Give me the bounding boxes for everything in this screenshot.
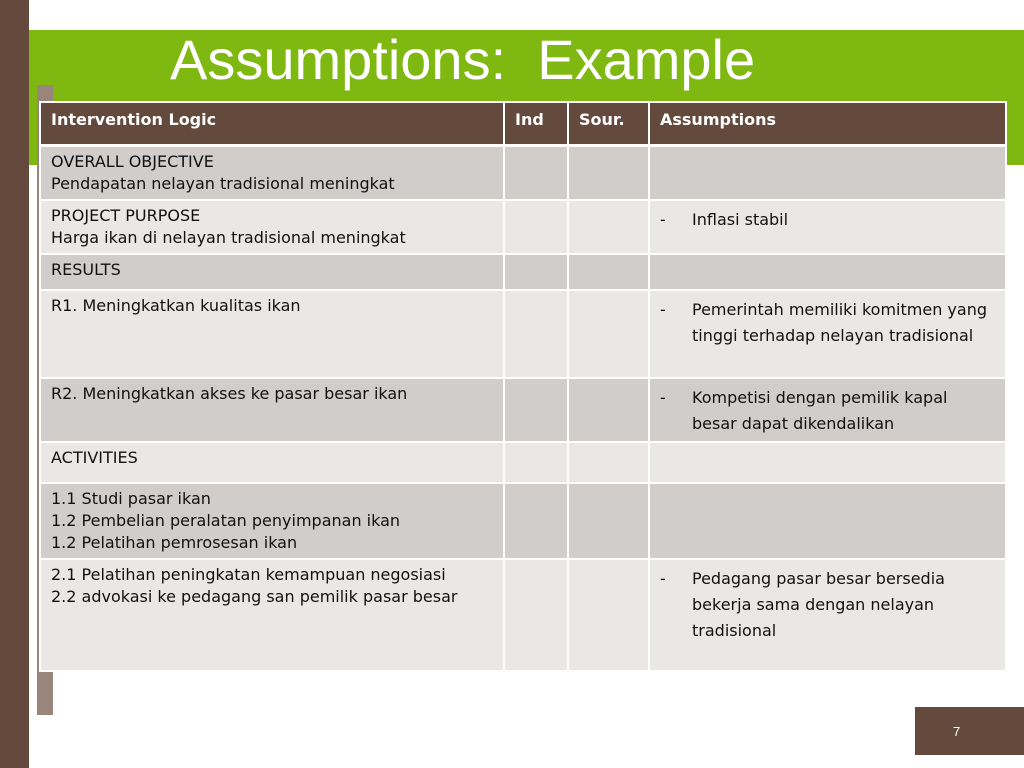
logframe-table [39, 101, 1007, 672]
left-decor-bar [0, 0, 29, 768]
assumption-item [660, 566, 995, 644]
ind-cell [504, 442, 568, 483]
logic-line: 2.2 advokasi ke pedagang san pemilik pasar besar [51, 587, 458, 606]
logic-line: R2. Meningkatkan akses ke pasar besar ikan [51, 384, 408, 403]
header-ind: Ind [504, 102, 568, 146]
logic-line: 2.1 Pelatihan peningkatan kemampuan negosiasi [51, 565, 446, 584]
table-header-row [40, 102, 1006, 146]
logic-line: ACTIVITIES [51, 448, 138, 467]
assumption-text: Kompetisi dengan pemilik kapal besar dapat dikendalikan [692, 388, 948, 433]
logic-cell [40, 200, 504, 254]
source-cell [568, 200, 649, 254]
source-cell [568, 559, 649, 671]
table-row [40, 442, 1006, 483]
assumption-text: Inflasi stabil [692, 210, 789, 229]
table-row [40, 378, 1006, 442]
assumption-cell [649, 442, 1006, 483]
logic-cell [40, 254, 504, 290]
logic-cell [40, 483, 504, 559]
logic-line: Pendapatan nelayan tradisional meningkat [51, 174, 395, 193]
header-intervention-logic: Intervention Logic [40, 102, 504, 146]
logic-cell [40, 559, 504, 671]
page-number: 7 [953, 724, 961, 739]
assumption-item [660, 207, 995, 233]
bullet-dash: - [660, 569, 666, 588]
ind-cell [504, 200, 568, 254]
page-number-box [915, 707, 1024, 755]
logic-cell [40, 442, 504, 483]
table-row [40, 146, 1006, 201]
assumption-item [660, 385, 995, 437]
logic-line: RESULTS [51, 260, 121, 279]
source-cell [568, 146, 649, 201]
logic-line: Harga ikan di nelayan tradisional meningkat [51, 228, 406, 247]
header-source: Sour. [568, 102, 649, 146]
logic-cell [40, 378, 504, 442]
logic-line: 1.2 Pembelian peralatan penyimpanan ikan [51, 511, 401, 530]
logic-cell [40, 290, 504, 378]
logic-cell [40, 146, 504, 201]
source-cell [568, 378, 649, 442]
assumption-cell [649, 254, 1006, 290]
source-cell [568, 442, 649, 483]
table-row [40, 483, 1006, 559]
source-cell [568, 254, 649, 290]
assumption-item [660, 297, 995, 349]
ind-cell [504, 559, 568, 671]
logic-line: PROJECT PURPOSE [51, 206, 201, 225]
ind-cell [504, 483, 568, 559]
ind-cell [504, 146, 568, 201]
table-row [40, 200, 1006, 254]
assumption-text: Pedagang pasar besar bersedia bekerja sama dengan nelayan tradisional [692, 569, 945, 640]
assumption-cell [649, 200, 1006, 254]
table-row [40, 559, 1006, 671]
bullet-dash: - [660, 388, 666, 407]
source-cell [568, 483, 649, 559]
header-assumptions: Assumptions [649, 102, 1006, 146]
ind-cell [504, 378, 568, 442]
table-row [40, 290, 1006, 378]
assumption-cell [649, 146, 1006, 201]
ind-cell [504, 254, 568, 290]
ind-cell [504, 290, 568, 378]
assumption-cell [649, 290, 1006, 378]
logic-line: 1.2 Pelatihan pemrosesan ikan [51, 533, 298, 552]
bullet-dash: - [660, 210, 666, 229]
assumption-cell [649, 378, 1006, 442]
slide-title: Assumptions: Example [170, 28, 756, 91]
logic-line: 1.1 Studi pasar ikan [51, 489, 211, 508]
logic-line: OVERALL OBJECTIVE [51, 152, 214, 171]
table-row [40, 254, 1006, 290]
assumption-cell [649, 483, 1006, 559]
assumption-text: Pemerintah memiliki komitmen yang tinggi terhadap nelayan tradisional [692, 300, 987, 345]
logic-line: R1. Meningkatkan kualitas ikan [51, 296, 301, 315]
assumption-cell [649, 559, 1006, 671]
bullet-dash: - [660, 300, 666, 319]
source-cell [568, 290, 649, 378]
